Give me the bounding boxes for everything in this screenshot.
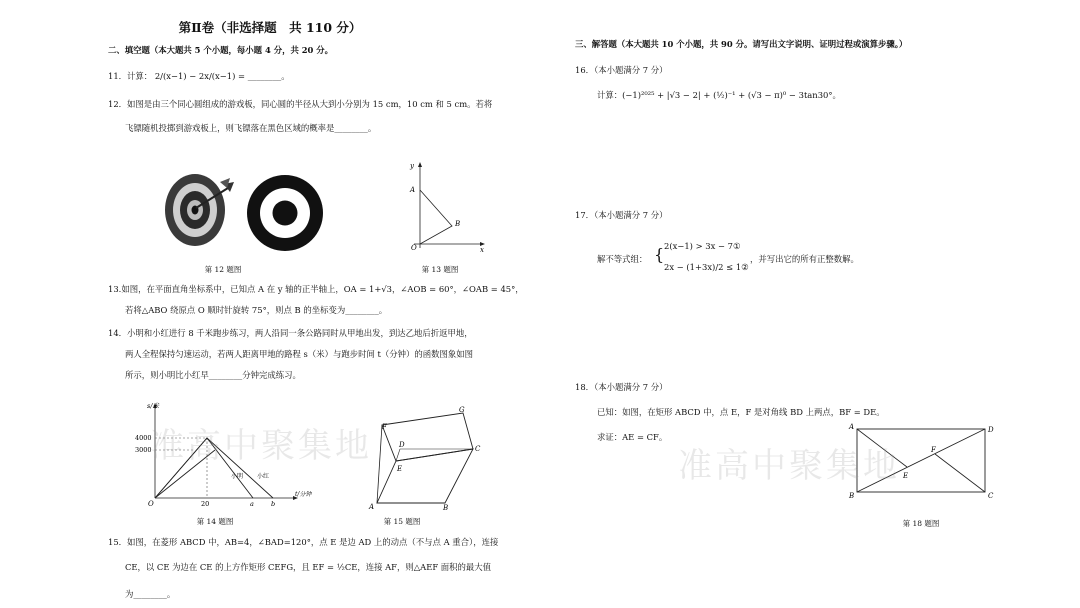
fig15-label-E: E xyxy=(397,465,403,473)
question-15-line2: CE，以 CE 为边在 CE 的上方作矩形 CEFG，且 EF = ½CE，连接 AF，则△AEF 面积的最大值 xyxy=(125,562,492,572)
fig14-label-O: O xyxy=(148,500,154,508)
question-13-line1: 13.如图，在平面直角坐标系中，已知点 A 在 y 轴的正半轴上，OA = 1+√3，∠AOB = 60°，∠OAB = 45°， xyxy=(108,284,524,294)
fig14-label-4000: 4000 xyxy=(135,434,152,442)
concentric-circles-board xyxy=(247,175,323,251)
fig13-label-x: x xyxy=(480,246,484,254)
question-12-line1: 12．如图是由三个同心圆组成的游戏板，同心圆的半径从大到小分别为 15 cm，10 cm 和 5 cm。若将 xyxy=(108,99,493,109)
fig14-label-20: 20 xyxy=(201,500,210,508)
watermark-left: 准高中聚集地 xyxy=(150,426,372,466)
fig18-label-A: A xyxy=(849,423,855,431)
fig14-label-t: t/分钟 xyxy=(295,491,312,498)
fig15-label-F: F xyxy=(382,423,387,431)
fig15-label-C: C xyxy=(475,445,481,453)
question-15-line3: 为________。 xyxy=(125,589,176,599)
figure-18-caption: 第 18 题图 xyxy=(902,519,940,528)
question-14-line2: 两人全程保持匀速运动，若两人距离甲地的路程 s（米）与跑步时间 t（分钟）的函数图象如图 xyxy=(125,349,473,359)
figure-14-caption: 第 14 题图 xyxy=(196,517,234,526)
figure-13-caption: 第 13 题图 xyxy=(421,265,459,274)
question-12-line2: 飞镖随机投掷到游戏板上，则飞镖落在黑色区域的概率是________。 xyxy=(125,123,377,133)
question-14-line1: 14．小明和小红进行 8 千米跑步练习，两人沿同一条公路同时从甲地出发，到达乙地后折返甲地， xyxy=(108,328,473,338)
page-title: 第Ⅱ卷（非选择题 共 110 分） xyxy=(178,20,362,35)
fig18-label-C: C xyxy=(988,492,994,500)
question-15-line1: 15．如图，在菱形 ABCD 中，AB=4，∠BAD=120°，点 E 是边 AD 上的动点（不与点 A 重合），连接 xyxy=(108,537,499,547)
section2-header: 二、填空题（本大题共 5 个小题，每小题 4 分，共 20 分。 xyxy=(108,45,334,55)
dartboard-3d-image xyxy=(165,174,234,246)
fig14-label-hong: 小红 xyxy=(257,473,270,480)
question-13-line2: 若将△ABO 绕原点 O 顺时针旋转 75°，则点 B 的坐标变为________。 xyxy=(125,305,388,315)
brace-symbol: { xyxy=(654,245,665,264)
fig18-label-F: F xyxy=(931,446,936,454)
fig13-label-B: B xyxy=(455,220,461,228)
fig18-label-D: D xyxy=(988,426,994,434)
figure-15-caption: 第 15 题图 xyxy=(383,517,421,526)
question-17-title: 17．（本小题满分 7 分） xyxy=(575,210,668,220)
fig15-label-G: G xyxy=(459,406,465,414)
fig18-label-E: E xyxy=(903,472,909,480)
fig14-label-s: s/米 xyxy=(147,402,160,410)
fig15-label-B: B xyxy=(443,504,449,511)
section3-header: 三、解答题（本大题共 10 个小题，共 90 分。请写出文字说明、证明过程或演算步骤。） xyxy=(575,39,908,49)
fig14-label-3000: 3000 xyxy=(135,446,152,454)
question-11: 11．计算： 2/(x−1) − 2x/(x−1) = ________。 xyxy=(108,71,290,81)
fig13-label-O: O xyxy=(411,244,417,252)
question-17-prefix: 解不等式组： xyxy=(597,254,648,264)
fig14-label-a: a xyxy=(250,500,254,508)
question-18-known: 已知：如图，在矩形 ABCD 中，点 E，F 是对角线 BD 上两点，BF = DE。 xyxy=(597,407,885,417)
figure-12-caption: 第 12 题图 xyxy=(204,265,242,274)
question-14-line3: 所示，则小明比小红早________分钟完成练习。 xyxy=(125,370,301,380)
question-16-title: 16．（本小题满分 7 分） xyxy=(575,65,668,75)
fig14-label-b: b xyxy=(271,500,276,508)
fig18-label-B: B xyxy=(849,492,855,500)
figure-13 xyxy=(400,156,495,256)
question-16-body: 计算：(−1)²⁰²⁵ + |√3 − 2| + (½)⁻¹ + (√3 − π)⁰ − 3tan30°。 xyxy=(597,90,841,100)
question-17-eq2: 2x − (1+3x)/2 ≤ 1② xyxy=(664,262,749,272)
watermark-right: 准高中聚集地 xyxy=(678,446,900,486)
fig13-label-A: A xyxy=(410,186,416,194)
question-17-eq1: 2(x−1) > 3x − 7① xyxy=(664,241,741,251)
question-17-suffix: ，并写出它的所有正整数解。 xyxy=(750,254,859,264)
fig15-label-D: D xyxy=(399,441,405,449)
figure-12 xyxy=(150,168,340,258)
fig13-label-y: y xyxy=(410,162,414,170)
fig15-label-A: A xyxy=(369,503,375,511)
fig14-label-ming: 小明 xyxy=(231,473,244,480)
question-18-prove: 求证：AE = CF。 xyxy=(597,432,668,442)
figure-15 xyxy=(365,403,495,511)
question-18-title: 18．（本小题满分 7 分） xyxy=(575,382,668,392)
